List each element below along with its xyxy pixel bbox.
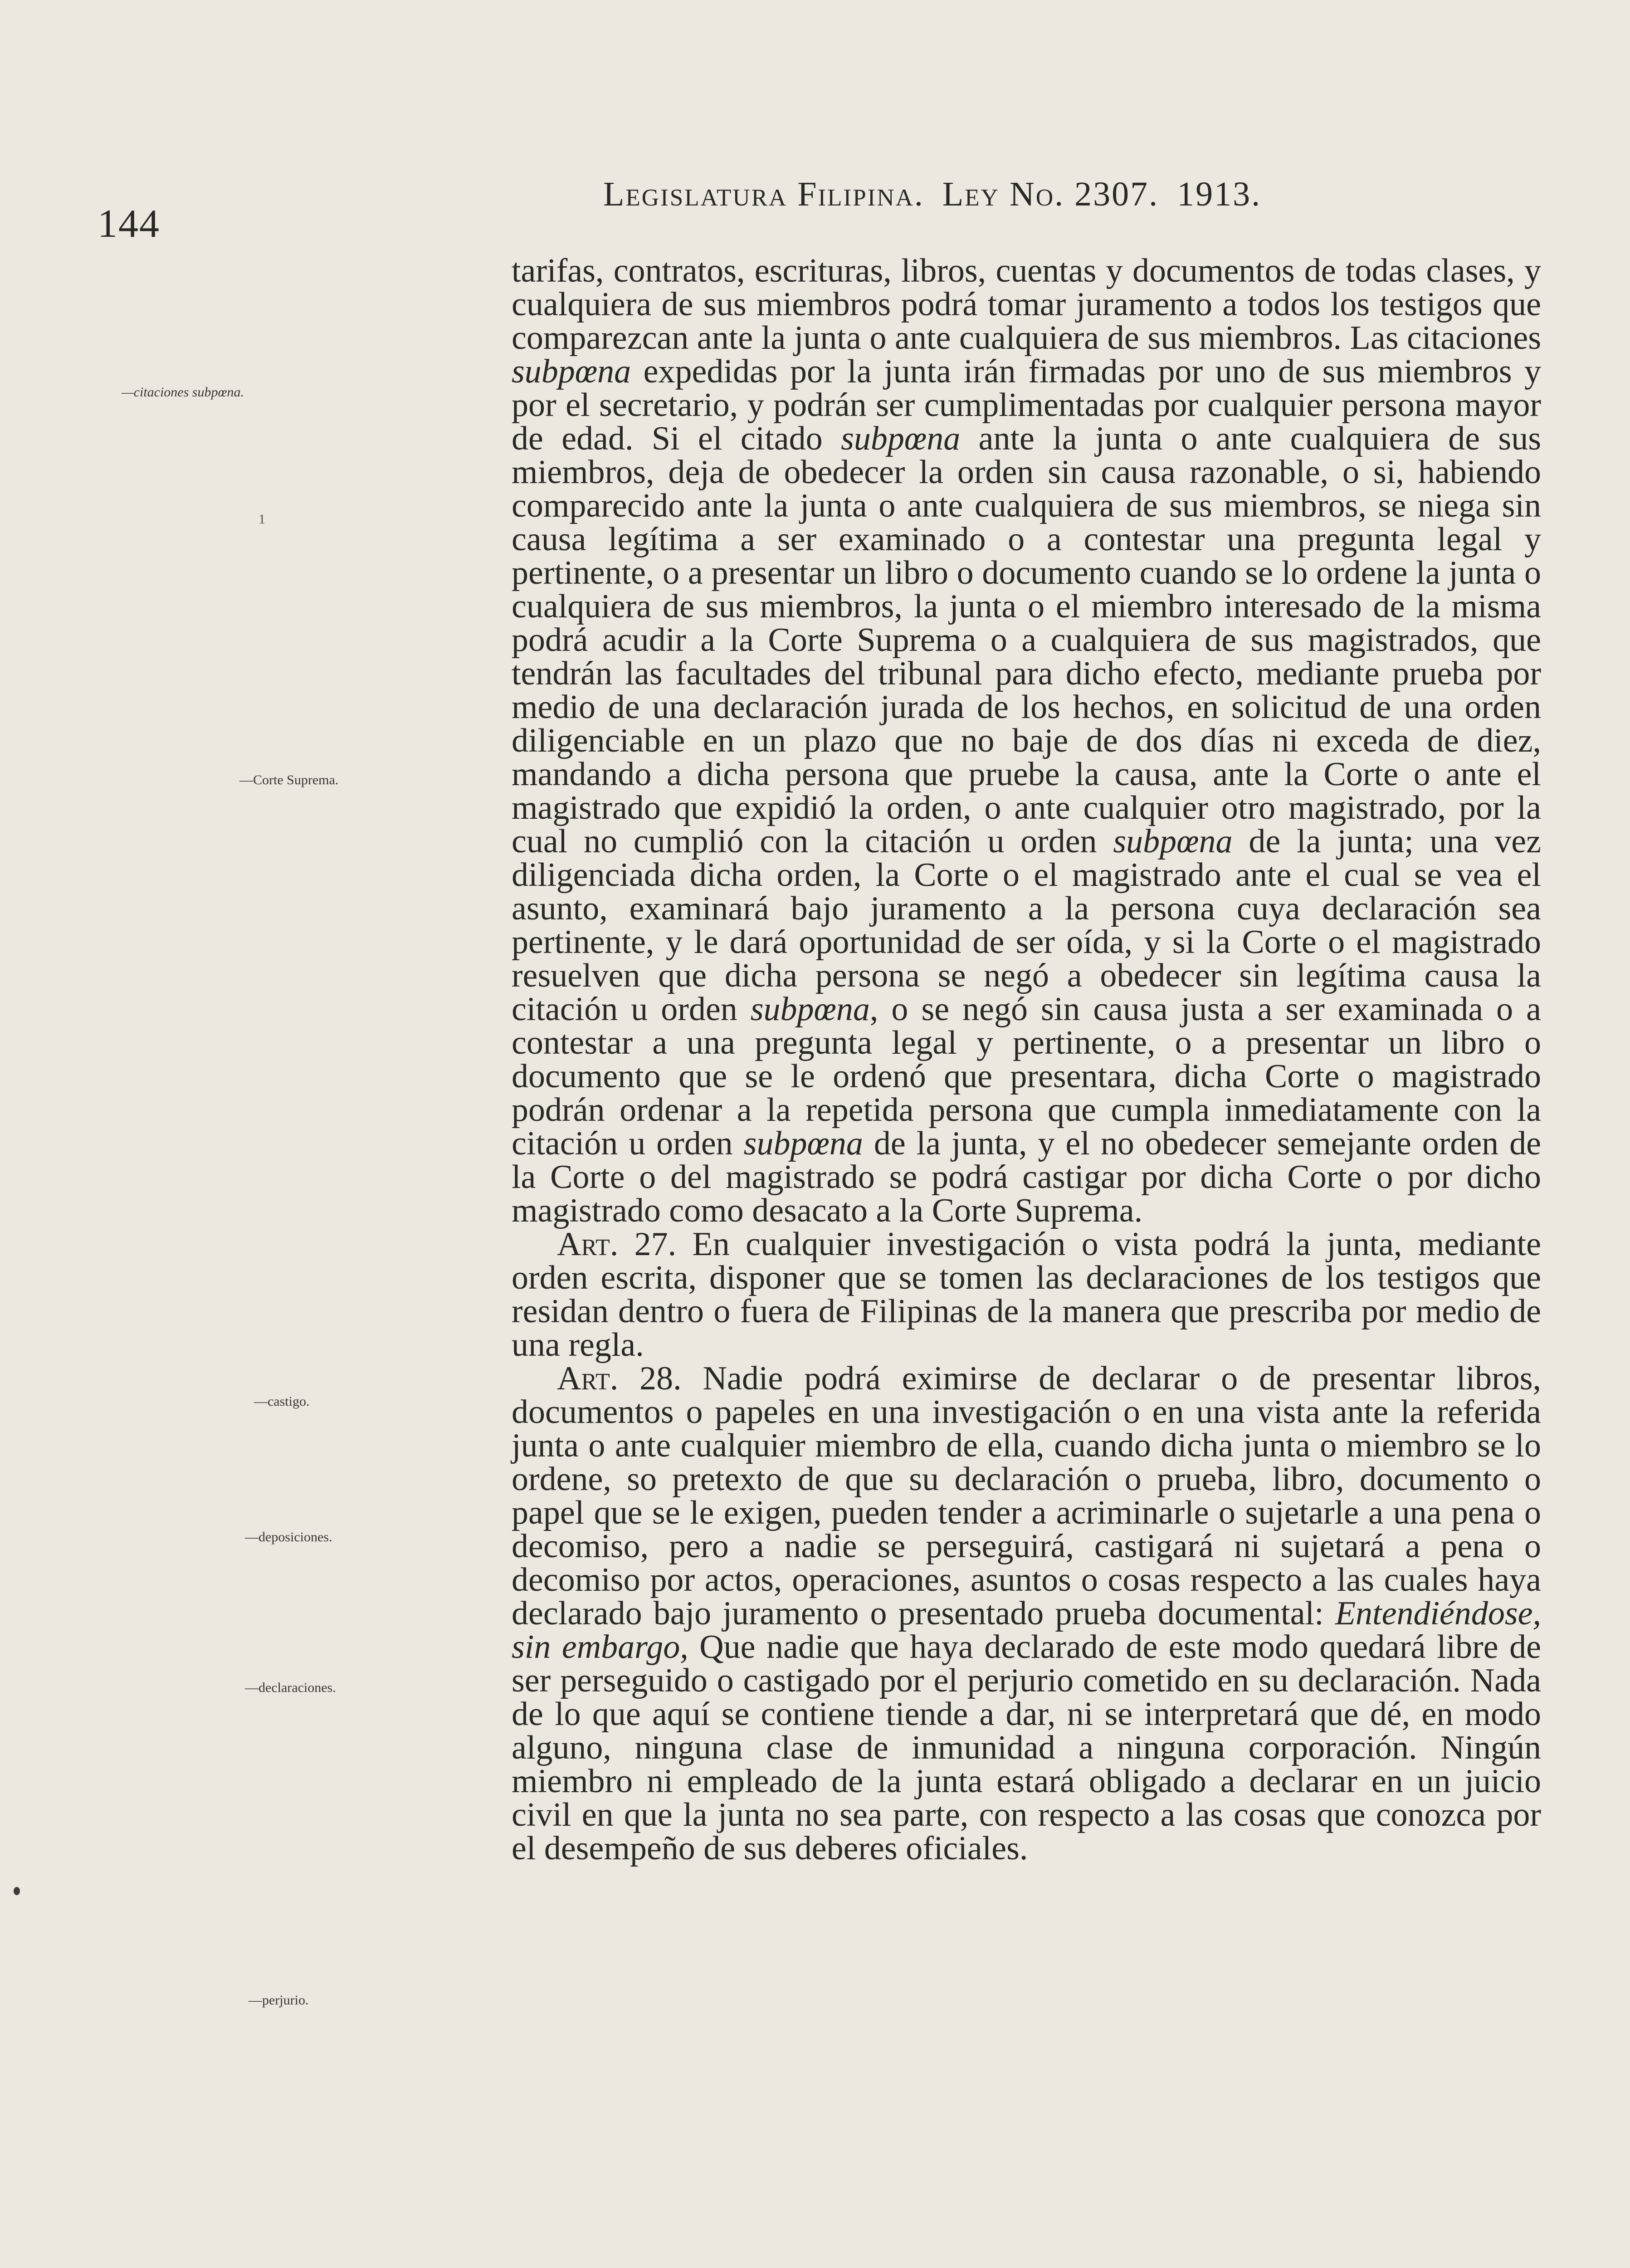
ink-dot-mark <box>14 1887 20 1895</box>
running-head <box>603 177 1261 211</box>
term-subpoena: subpœna <box>743 1125 863 1162</box>
margin-note-perjurio: —perjurio. <box>249 1993 309 2008</box>
margin-note-castigo: —castigo. <box>254 1394 310 1409</box>
term-subpoena: subpœna <box>1113 823 1233 860</box>
margin-note-citaciones: —citaciones subpœna. <box>122 385 244 400</box>
page-number: 144 <box>98 202 160 246</box>
article-28-label: Art. 28. <box>557 1360 682 1397</box>
paragraph-continued: tarifas, contratos, escrituras, libros, cuentas y documentos de todas clases, y cualquiera de sus miembros podrá tomar juramento a todos los testigos que comparezcan ante la junta o ante cualquiera de sus miembros. Las citaciones subpœna expedidas por la junta irán firmadas por uno de sus miembros y por el secretario, y podrán ser cumplimentadas por cualquier persona mayor de edad. Si el citado subpœna ante la junta o ante cualquiera de sus miembros, deja de obedecer la orden sin causa razonable, o si, habiendo comparecido ante la junta o ante cualquiera de sus miembros, se niega sin causa legítima a ser examinado o a contestar una pregunta legal y pertinente, o a presentar un libro o documento cuando se lo ordene la junta o cualquiera de sus miembros, la junta o el miembro interesado de la misma podrá acudir a la Corte Suprema o a cualquiera de sus magistrados, que tendrán las facultades del tribunal para dicho efecto, mediante prueba por medio de una declaración jurada de los hechos, en solicitud de una orden diligenciable en un plazo que no baje de dos días ni exceda de diez, mandando a dicha persona que pruebe la causa, ante la Corte o ante el magistrado que expidió la orden, o ante cualquier otro magistrado, por la cual no cumplió con la citación u orden subpœna de la junta; una vez diligenciada dicha orden, la Corte o el magistrado ante el cual se vea el asunto, examinará bajo juramento a la persona cuya declaración sea pertinente, y le dará oportunidad de ser oída, y si la Corte o el magistrado resuelven que dicha persona se negó a obedecer sin legítima causa la citación u orden subpœna, o se negó sin causa justa a ser examinada o a contestar a una pregunta legal y pertinente, o a presentar un libro o documento que se le ordenó que presentara, dicha Corte o magistrado podrán ordenar a la repetida persona que cumpla inmediatamente con la citación u orden subpœna de la junta, y el no obedecer semejante orden de la Corte o del magistrado se podrá castigar por dicha Corte o por dicho magistrado como desacato a la Corte Suprema. <box>512 252 1542 1229</box>
body-text <box>512 254 1541 1865</box>
running-head-law-number: Ley No. 2307. <box>942 175 1159 213</box>
article-28-paragraph: Art. 28. Nadie podrá eximirse de declarar o de presentar libros, documentos o papeles en una investigación o en una vista ante la referida junta o ante cualquier miembro de ella, cuando dicha junta o miembro se lo ordene, so pretexto de que su declaración o prueba, libro, documento o papel que se le exigen, pueden tender a acriminarle o sujetarle a una pena o decomiso, pero a nadie se perseguirá, castigará ni sujetará a pena o decomiso por actos, operaciones, asuntos o cosas respecto a las cuales haya declarado bajo juramento o presentado prueba documental: Entendiéndose, sin embargo, Que nadie que haya declarado de este modo quedará libre de ser perseguido o castigado por el perjurio cometido en su declaración. Nada de lo que aquí se contiene tiende a dar, ni se interpretará que dé, en modo alguno, ninguna clase de inmunidad a ninguna corporación. Ningún miembro ni empleado de la junta estará obligado a declarar en un juicio civil en que la junta no sea parte, con respecto a las cosas que conozca por el desempeño de sus deberes oficiales. <box>512 1360 1542 1867</box>
margin-stray-mark: 1 <box>259 512 265 527</box>
running-head-title: Legislatura Filipina. <box>603 175 924 213</box>
running-head-year: 1913. <box>1177 175 1262 213</box>
margin-note-declaraciones: —declaraciones. <box>245 1680 336 1695</box>
margin-note-corte-suprema: —Corte Suprema. <box>239 772 339 787</box>
article-27-paragraph: Art. 27. En cualquier investigación o vista podrá la junta, mediante orden escrita, disponer que se tomen las declaraciones de los testigos que residan dentro o fuera de Filipinas de la manera que prescriba por medio de una regla. <box>512 1226 1541 1364</box>
term-subpoena: subpœna <box>512 353 631 390</box>
term-subpoena: subpœna <box>750 991 870 1028</box>
proviso-phrase: Entendiéndose, sin embargo, <box>512 1595 1541 1666</box>
term-subpoena: subpœna <box>841 420 961 457</box>
article-27-label: Art. 27. <box>557 1226 677 1263</box>
margin-note-deposiciones: —deposiciones. <box>245 1530 332 1545</box>
